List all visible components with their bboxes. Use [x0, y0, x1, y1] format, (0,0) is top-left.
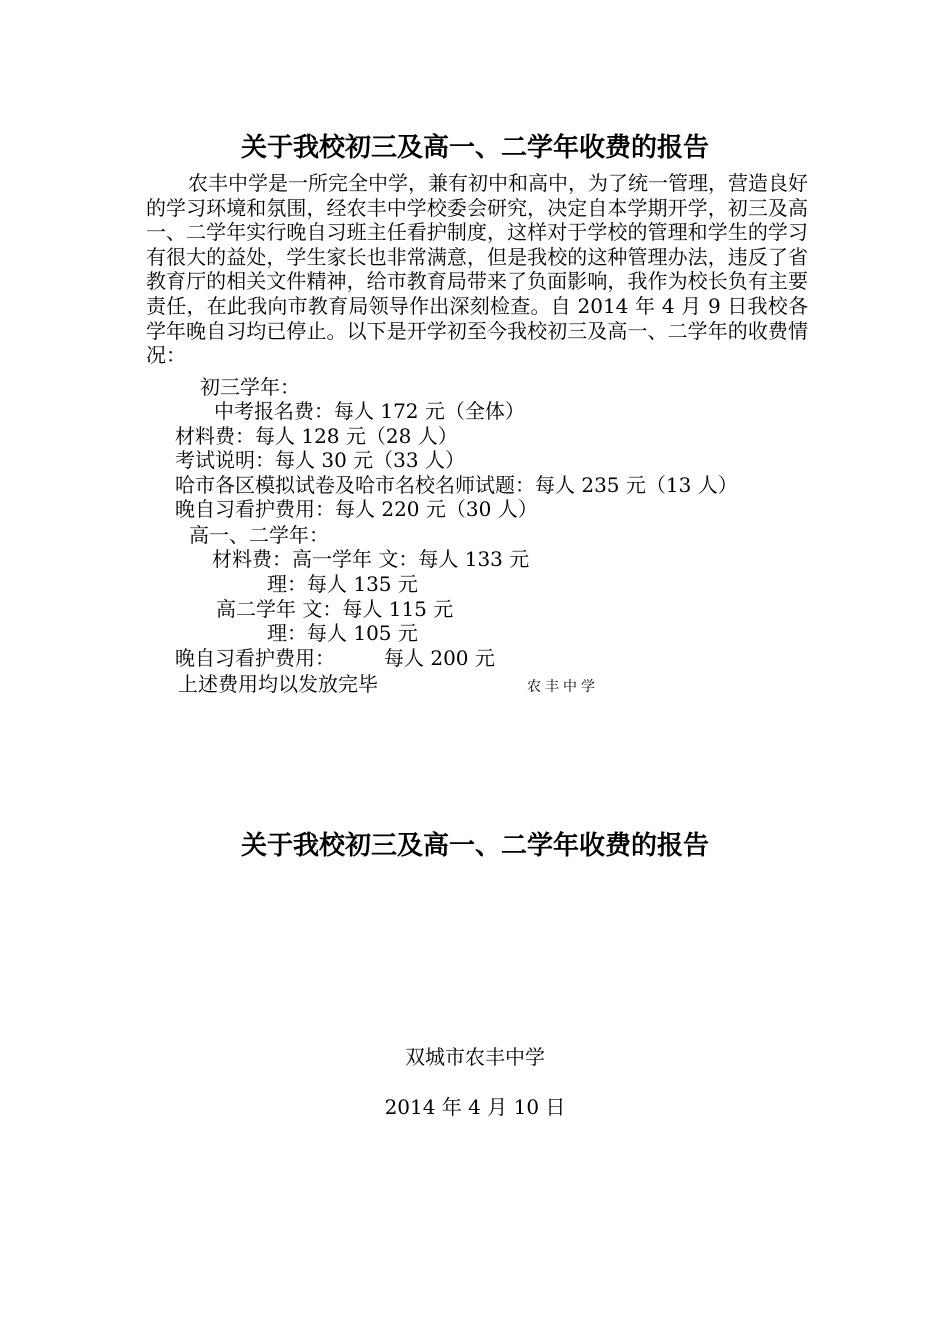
- grade3-material-fee: 材料费：每人 128 元（28 人）: [175, 424, 458, 448]
- intro-text: 农丰中学是一所完全中学，兼有初中和高中，为了统一管理，营造良好的学习环境和氛围，经农丰中学校委会研究，决定自本学期开学，初三及高一、二学年实行晚自习班主任看护制度，这样对于学校的管理和学生的学习有很大的益处，学生家长也非常满意，但是我校的这种管理办法，违反了省教育厅的相关文件精神，给市教育局带来了负面影响，我作为校长负有主要责任，在此我向市教育局领导作出深刻检查。自 2014 年 4 月 9 日我校各学年晚自习均已停止。以下是开学初至今我校初三及高一、二学年的收费情况：: [146, 171, 808, 368]
- closing-statement: 上述费用均以发放完毕: [178, 672, 378, 696]
- senior-g1-arts-fee: 材料费：高一学年 文：每人 133 元: [212, 547, 530, 571]
- grade3-exam-guide-fee: 考试说明：每人 30 元（33 人）: [175, 448, 465, 472]
- senior-heading: 高一、二学年：: [189, 523, 329, 547]
- senior-evening-fee-label: 晚自习看护费用：: [175, 646, 335, 670]
- intro-paragraph: [146, 171, 808, 368]
- school-stamp-text: 农丰中学: [527, 679, 599, 695]
- senior-g1-science-fee: 理：每人 135 元: [267, 572, 418, 596]
- signature-date: 2014 年 4 月 10 日: [384, 1095, 566, 1119]
- repeated-report-title: 关于我校初三及高一、二学年收费的报告: [240, 831, 709, 861]
- senior-g2-science-fee: 理：每人 105 元: [267, 621, 418, 645]
- grade3-heading: 初三学年：: [200, 375, 300, 399]
- grade3-mock-test-fee: 哈市各区模拟试卷及哈市名校名师试题：每人 235 元（13 人）: [175, 473, 738, 497]
- grade3-evening-fee: 晚自习看护费用：每人 220 元（30 人）: [175, 497, 538, 521]
- grade3-exam-fee: 中考报名费：每人 172 元（全体）: [214, 399, 525, 423]
- senior-evening-fee-value: 每人 200 元: [384, 646, 495, 670]
- signature-organization: 双城市农丰中学: [405, 1045, 545, 1069]
- senior-g2-arts-fee: 高二学年 文：每人 115 元: [216, 597, 454, 621]
- report-title: 关于我校初三及高一、二学年收费的报告: [240, 133, 709, 163]
